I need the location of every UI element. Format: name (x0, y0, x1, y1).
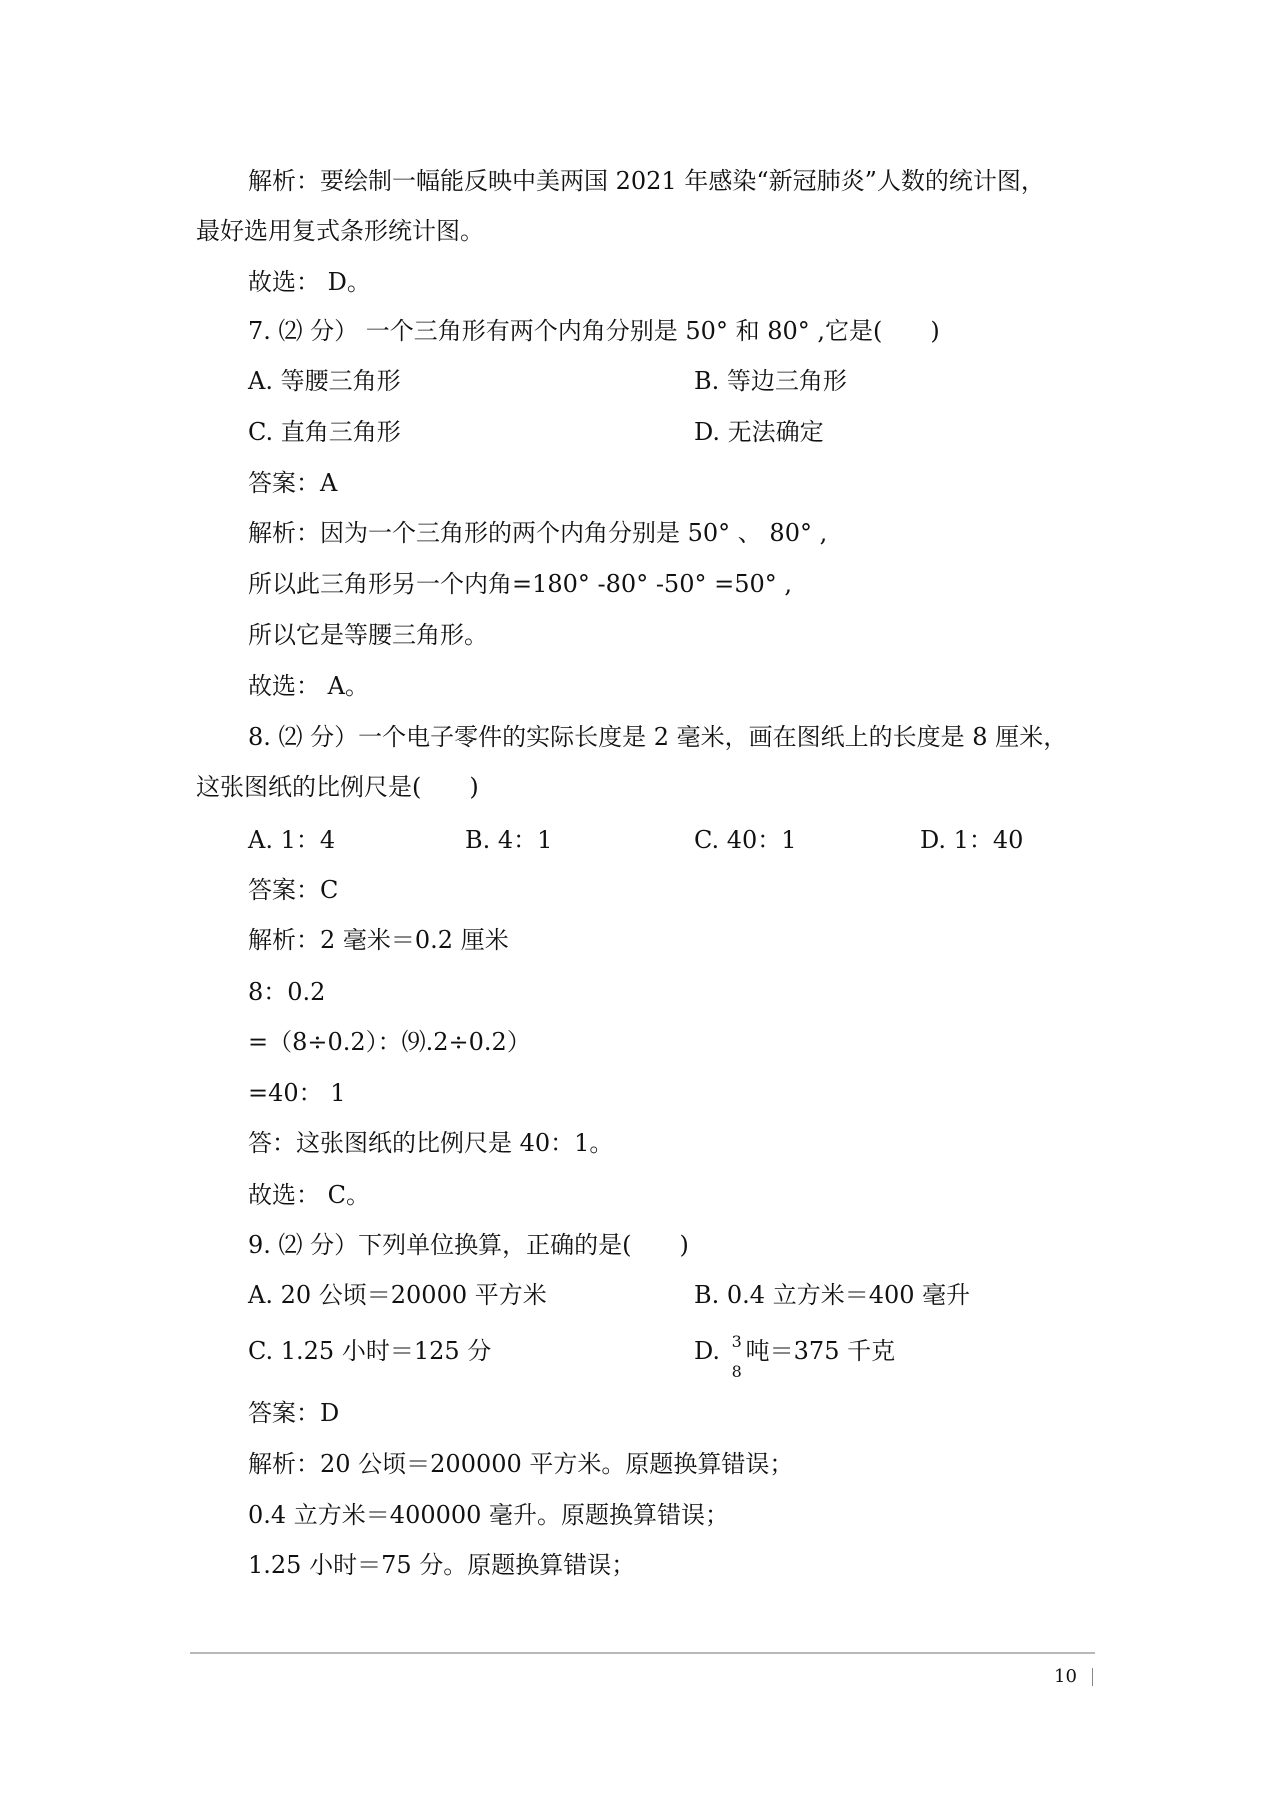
question-7-explanation: 解析：因为一个三角形的两个内角分别是 50° 、 80° , (248, 519, 828, 547)
question-8-option-b: B. 4：1 (465, 826, 553, 854)
question-7-option-a: A. 等腰三角形 (248, 367, 401, 395)
question-7-stem: 7. ⑵ 分） 一个三角形有两个内角分别是 50° 和 80° ,它是( ) (248, 317, 940, 345)
question-9-stem: 9. ⑵ 分）下列单位换算，正确的是( ) (248, 1231, 689, 1259)
question-7-option-d: D. 无法确定 (694, 418, 824, 446)
question-8-explanation: 解析：2 毫米＝0.2 厘米 (248, 926, 509, 954)
question-8-option-d: D. 1：40 (920, 826, 1024, 854)
option-text: 吨＝375 千克 (745, 1337, 896, 1365)
question-7-explanation: 所以此三角形另一个内角=180° -80° -50° =50° , (248, 570, 793, 598)
question-9-option-c: C. 1.25 小时＝125 分 (248, 1337, 492, 1365)
question-7-answer: 答案：A (248, 469, 338, 497)
question-8-stem: 8. ⑵ 分）一个电子零件的实际长度是 2 毫米，画在图纸上的长度是 8 厘米， (248, 723, 1068, 751)
option-label: D. (694, 1337, 721, 1365)
footer-divider (190, 1652, 1095, 1654)
question-9-option-d (694, 1332, 896, 1381)
question-9-explanation: 0.4 立方米＝400000 毫升。原题换算错误； (248, 1501, 730, 1529)
text-line: 最好选用复式条形统计图。 (196, 217, 484, 245)
question-9-option-a: A. 20 公顷＝20000 平方米 (248, 1281, 547, 1309)
question-8-explanation: 8：0.2 (248, 978, 326, 1006)
page-number: 10 (1054, 1666, 1077, 1687)
question-8-explanation: =40： 1 (248, 1079, 346, 1107)
question-8-stem: 这张图纸的比例尺是( ) (196, 773, 479, 801)
question-9-explanation: 解析：20 公顷＝200000 平方米。原题换算错误； (248, 1450, 794, 1478)
fraction (728, 1332, 746, 1381)
question-7-explanation: 所以它是等腰三角形。 (248, 621, 488, 649)
question-8-explanation: =（8÷0.2）：⑼.2÷0.2） (248, 1028, 531, 1056)
text-line: 故选： D。 (248, 268, 371, 296)
question-8-explanation: 答：这张图纸的比例尺是 40：1。 (248, 1129, 614, 1157)
question-8-answer: 答案：C (248, 876, 339, 904)
fraction-denominator: 8 (731, 1362, 742, 1381)
question-7-option-b: B. 等边三角形 (694, 367, 847, 395)
question-7-option-c: C. 直角三角形 (248, 418, 401, 446)
question-8-option-c: C. 40：1 (694, 826, 797, 854)
question-8-choice: 故选： C。 (248, 1181, 370, 1209)
question-9-explanation: 1.25 小时＝75 分。原题换算错误； (248, 1551, 636, 1579)
question-9-answer: 答案：D (248, 1399, 340, 1427)
fraction-numerator: 3 (731, 1332, 742, 1351)
question-8-option-a: A. 1：4 (248, 826, 336, 854)
question-7-choice: 故选： A。 (248, 672, 369, 700)
question-9-option-b: B. 0.4 立方米＝400 毫升 (694, 1281, 971, 1309)
page-number-separator (1092, 1668, 1093, 1686)
text-line: 解析：要绘制一幅能反映中美两国 2021 年感染“新冠肺炎”人数的统计图， (248, 167, 1045, 195)
